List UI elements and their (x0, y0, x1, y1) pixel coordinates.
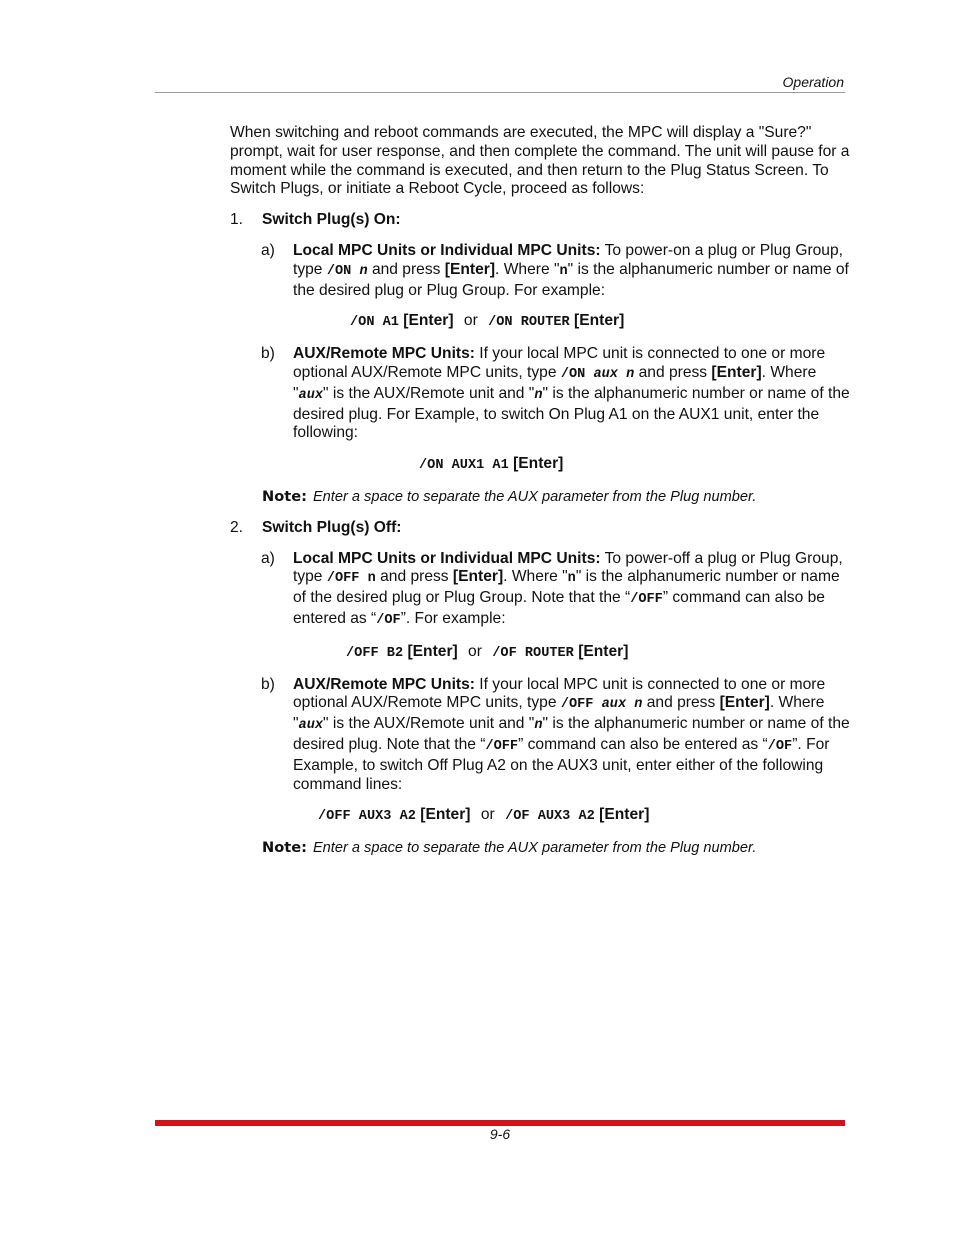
example-command: /OFF AUX3 A2 (318, 809, 416, 825)
example-command: /OFF B2 (346, 645, 404, 661)
param-n: n (534, 387, 543, 403)
text-run: " is the alphanumeric number or name of the desired plug or Plug Group. Note that the “ (293, 568, 840, 607)
enter-key: [Enter] (574, 312, 625, 330)
example-command-line (230, 312, 850, 333)
example-command: /OF ROUTER (492, 645, 574, 661)
step-title: Switch Plug(s) On: (262, 211, 401, 229)
param-n: n (534, 718, 543, 734)
text-run: . Where " (293, 694, 825, 733)
command-param: aux n (593, 366, 635, 382)
enter-key: [Enter] (578, 642, 629, 660)
enter-key: [Enter] (420, 806, 471, 824)
step-2a-text (293, 550, 850, 631)
step-title: Switch Plug(s) Off: (262, 518, 402, 536)
step-1b (230, 345, 850, 443)
step-1-heading (230, 211, 850, 230)
example-command: /ON ROUTER (488, 315, 570, 331)
enter-key: [Enter] (444, 260, 496, 278)
heading-rest: /Remote MPC Units: (325, 675, 475, 693)
command-inline: /ON (326, 263, 360, 279)
command-inline: /OF (767, 738, 793, 754)
text-run: and press (642, 694, 720, 712)
sub-heading (293, 345, 475, 362)
text-run: If your local MPC unit is connected to one or more optional AUX/Remote MPC units, type (293, 345, 826, 381)
page-body (230, 124, 850, 870)
enter-key: [Enter] (403, 312, 454, 330)
example-command: /ON A1 (350, 315, 399, 331)
step-2a (230, 550, 850, 631)
sub-heading: Local MPC Units or Individual MPC Units: (293, 549, 601, 567)
text-run: " is the AUX/Remote unit and " (323, 715, 535, 733)
intro-paragraph: When switching and reboot commands are executed, the MPC will display a "Sure?" prompt, wait for user response, and then complete the command. The unit will pause for a moment while the command is executed, and then return to the Plug Status Screen. To Switch Plugs, or initiate a Reboot Cycle, proceed as follows: (230, 124, 850, 198)
enter-key: [Enter] (452, 568, 504, 586)
sub-heading (293, 676, 475, 693)
command-inline: /OFF (630, 592, 663, 608)
text-run: ” command can also be entered as “ (293, 589, 825, 627)
text-run: and press (367, 260, 445, 278)
sub-letter: b) (261, 675, 275, 693)
note-text: Enter a space to separate the AUX parameter from the Plug number. (312, 488, 757, 505)
example-command-line (230, 806, 850, 827)
step-2-heading (230, 519, 850, 538)
sub-letter: a) (261, 241, 275, 259)
enter-key: [Enter] (513, 455, 564, 473)
step-2b-text (293, 676, 850, 795)
sub-letter: b) (261, 345, 275, 363)
step-1b-text (293, 345, 850, 443)
or-label: or (480, 806, 495, 824)
param-n: n (559, 263, 568, 279)
running-header: Operation (782, 74, 844, 90)
text-run: " is the alphanumeric number or name of the desired plug. For Example, to switch On Plug A1 on the AUX1 unit, enter the following: (293, 384, 850, 442)
text-run: To power-off a plug or Plug Group, type (293, 549, 843, 586)
param-aux: aux (298, 387, 324, 403)
step-2b (230, 676, 850, 795)
or-label: or (468, 642, 482, 660)
step-number: 1. (230, 211, 244, 229)
or-label: or (463, 312, 478, 330)
text-run: and press (375, 568, 453, 586)
header-rule (155, 92, 845, 93)
text-run: To power-on a plug or Plug Group, type (293, 241, 843, 278)
sub-letter: a) (261, 549, 275, 567)
enter-key: [Enter] (711, 363, 762, 381)
text-run: ”. For example: (400, 609, 506, 627)
heading-aux: AUX (293, 345, 326, 363)
note-text: Enter a space to separate the AUX parameter from the Plug number. (312, 840, 757, 857)
command-inline: /OFF (560, 697, 602, 713)
param-n: n (567, 571, 576, 587)
text-run: " is the alphanumeric number or name of the desired plug. Note that the “ (293, 715, 850, 753)
step-1a (230, 242, 850, 300)
command-inline: /OFF n (326, 571, 376, 587)
text-run: . Where " (293, 363, 817, 402)
enter-key: [Enter] (719, 694, 770, 712)
text-run: . Where " (495, 260, 560, 278)
text-run: . Where " (503, 568, 568, 586)
note (230, 488, 850, 507)
example-command-line (230, 455, 850, 476)
sub-heading: Local MPC Units or Individual MPC Units: (293, 241, 601, 259)
command-inline: /OFF (485, 738, 519, 754)
param-aux: aux (298, 718, 324, 734)
note (230, 839, 850, 858)
example-command: /OF AUX3 A2 (505, 809, 595, 825)
text-run: " is the AUX/Remote unit and " (323, 384, 535, 402)
note-label: Note: (262, 839, 307, 857)
command-param: aux n (601, 697, 643, 713)
page-number: 9-6 (489, 1126, 511, 1142)
command-inline: /OF (376, 612, 401, 628)
command-inline: /ON (560, 366, 594, 382)
heading-rest: /Remote MPC Units: (325, 345, 475, 363)
text-run: ”. For Example, to switch Off Plug A2 on the AUX3 unit, enter either of the following command lines: (293, 735, 830, 793)
text-run: " is the alphanumeric number or name of the desired plug or Plug Group. For example: (293, 260, 849, 299)
note-label: Note: (262, 487, 307, 505)
text-run: ” command can also be entered as “ (518, 735, 768, 753)
heading-aux: AUX (293, 675, 326, 693)
example-command-line (230, 643, 850, 664)
text-run: If your local MPC unit is connected to one or more optional AUX/Remote MPC units, type (293, 675, 826, 712)
step-1a-text (293, 242, 850, 300)
enter-key: [Enter] (599, 806, 650, 824)
command-param: n (359, 263, 368, 279)
example-command: /ON AUX1 A1 (419, 458, 509, 474)
text-run: and press (634, 363, 712, 381)
step-number: 2. (230, 518, 244, 536)
enter-key: [Enter] (407, 642, 458, 660)
